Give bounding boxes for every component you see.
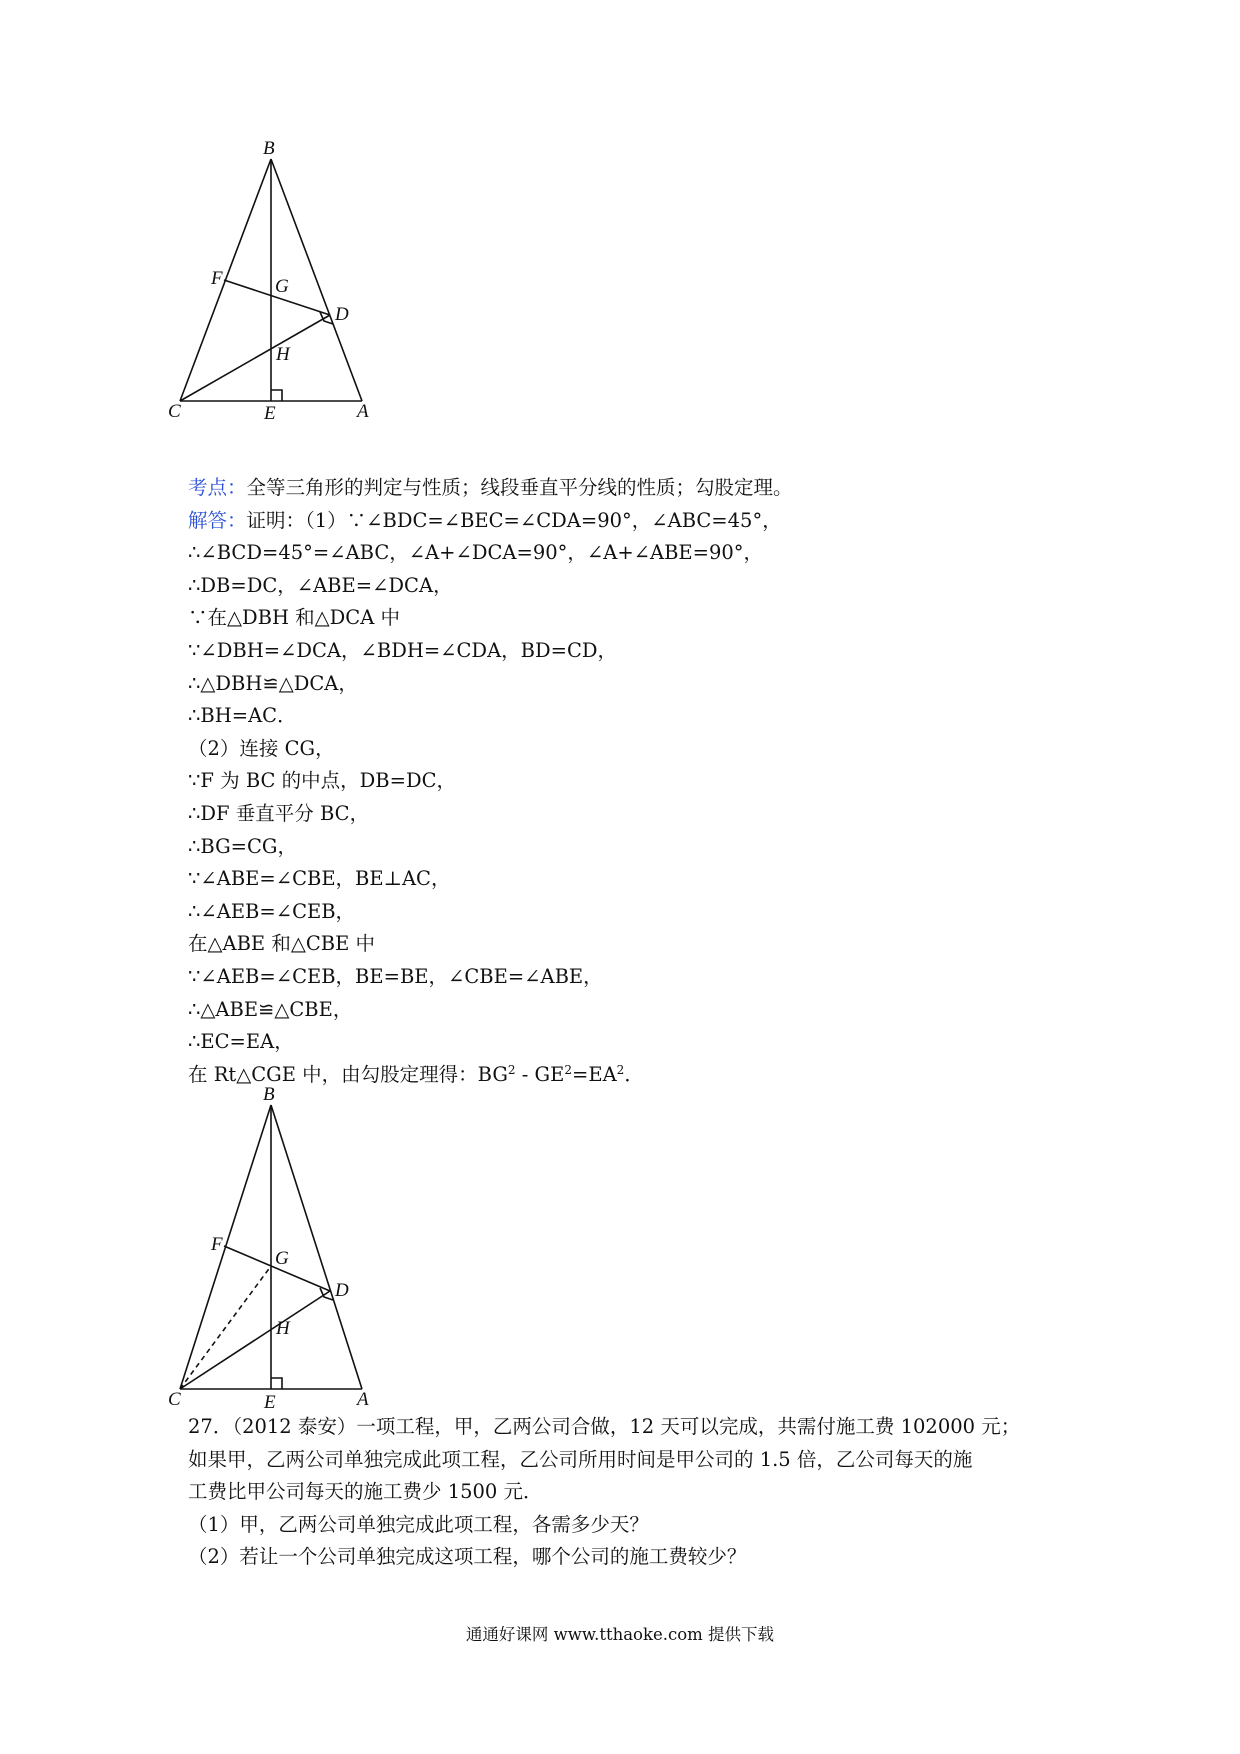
pythagoras-eq: =EA xyxy=(572,1062,617,1086)
label-A: A xyxy=(357,401,369,422)
exponent: 2 xyxy=(616,1062,625,1077)
label-G: G xyxy=(275,1248,289,1269)
question-line: （2）若让一个公司单独完成这项工程，哪个公司的施工费较少？ xyxy=(188,1545,747,1568)
label-B: B xyxy=(263,138,275,159)
pythagoras-mid: - GE xyxy=(515,1062,565,1086)
label-F: F xyxy=(211,1234,223,1255)
question-line: 27．（2012 泰安）一项工程，甲，乙两公司合做，12 天可以完成，共需付施工费 102000 元； xyxy=(188,1415,1021,1438)
proof-line: ∴BG=CG， xyxy=(188,834,298,858)
label-F: F xyxy=(211,268,223,289)
proof-line: ∴∠AEB=∠CEB， xyxy=(188,899,356,923)
proof-line: ∵∠DBH=∠DCA，∠BDH=∠CDA，BD=CD， xyxy=(188,638,618,662)
proof-line: ∴∠BCD=45°=∠ABC，∠A+∠DCA=90°，∠A+∠ABE=90°， xyxy=(188,541,764,565)
proof-line: ∴△ABE≌△CBE， xyxy=(188,997,353,1021)
question-27 xyxy=(188,1411,1068,1574)
label-H: H xyxy=(276,344,290,365)
exponent: 2 xyxy=(507,1062,516,1077)
proof-line: ∴EC=EA， xyxy=(188,1030,294,1054)
kaodian-label: 考点： xyxy=(188,476,247,499)
pythagoras-prefix: 在 Rt△CGE 中，由勾股定理得：BG xyxy=(188,1062,508,1086)
label-D: D xyxy=(335,1280,349,1301)
triangle-figure-1 xyxy=(170,140,410,470)
proof-line: （2）连接 CG， xyxy=(188,736,335,760)
question-line: 工费比甲公司每天的施工费少 1500 元． xyxy=(188,1480,543,1503)
page-footer: 通通好课网 www.tthaoke.com 提供下载 xyxy=(465,1625,775,1644)
label-C: C xyxy=(168,1389,181,1410)
triangle-figure-2 xyxy=(170,1086,410,1421)
kaodian-line xyxy=(188,472,1068,505)
proof-line: ∵F 为 BC 的中点，DB=DC， xyxy=(188,769,457,793)
exponent: 2 xyxy=(564,1062,573,1077)
question-line: （1）甲，乙两公司单独完成此项工程，各需多少天？ xyxy=(188,1512,649,1536)
label-C: C xyxy=(168,401,181,422)
jieda-label: 解答： xyxy=(188,508,247,532)
jieda-line xyxy=(188,505,1068,538)
solution-block xyxy=(188,472,1068,1091)
proof-line: ∵在△DBH 和△DCA 中 xyxy=(188,606,400,630)
proof-line: ∵∠AEB=∠CEB，BE=BE，∠CBE=∠ABE， xyxy=(188,964,603,988)
label-G: G xyxy=(275,276,289,297)
proof-line: ∴△DBH≌△DCA， xyxy=(188,671,358,695)
jieda-text: 证明：（1）∵∠BDC=∠BEC=∠CDA=90°，∠ABC=45°， xyxy=(246,508,782,532)
pythagoras-end: ． xyxy=(624,1062,644,1086)
proof-line: 在△ABE 和△CBE 中 xyxy=(188,932,376,956)
label-A: A xyxy=(357,1389,369,1410)
label-B: B xyxy=(263,1084,275,1105)
proof-line: ∴DF 垂直平分 BC， xyxy=(188,801,370,825)
question-line: 如果甲，乙两公司单独完成此项工程，乙公司所用时间是甲公司的 1.5 倍，乙公司每天的施 xyxy=(188,1447,973,1471)
label-E: E xyxy=(264,403,276,424)
label-D: D xyxy=(335,304,349,325)
proof-line: ∴BH=AC． xyxy=(188,704,297,728)
label-E: E xyxy=(264,1392,276,1413)
proof-line: ∴DB=DC，∠ABE=∠DCA， xyxy=(188,573,453,597)
kaodian-text: 全等三角形的判定与性质；线段垂直平分线的性质；勾股定理。 xyxy=(246,476,793,499)
proof-line: ∵∠ABE=∠CBE，BE⊥AC， xyxy=(188,867,451,891)
label-H: H xyxy=(276,1318,290,1339)
